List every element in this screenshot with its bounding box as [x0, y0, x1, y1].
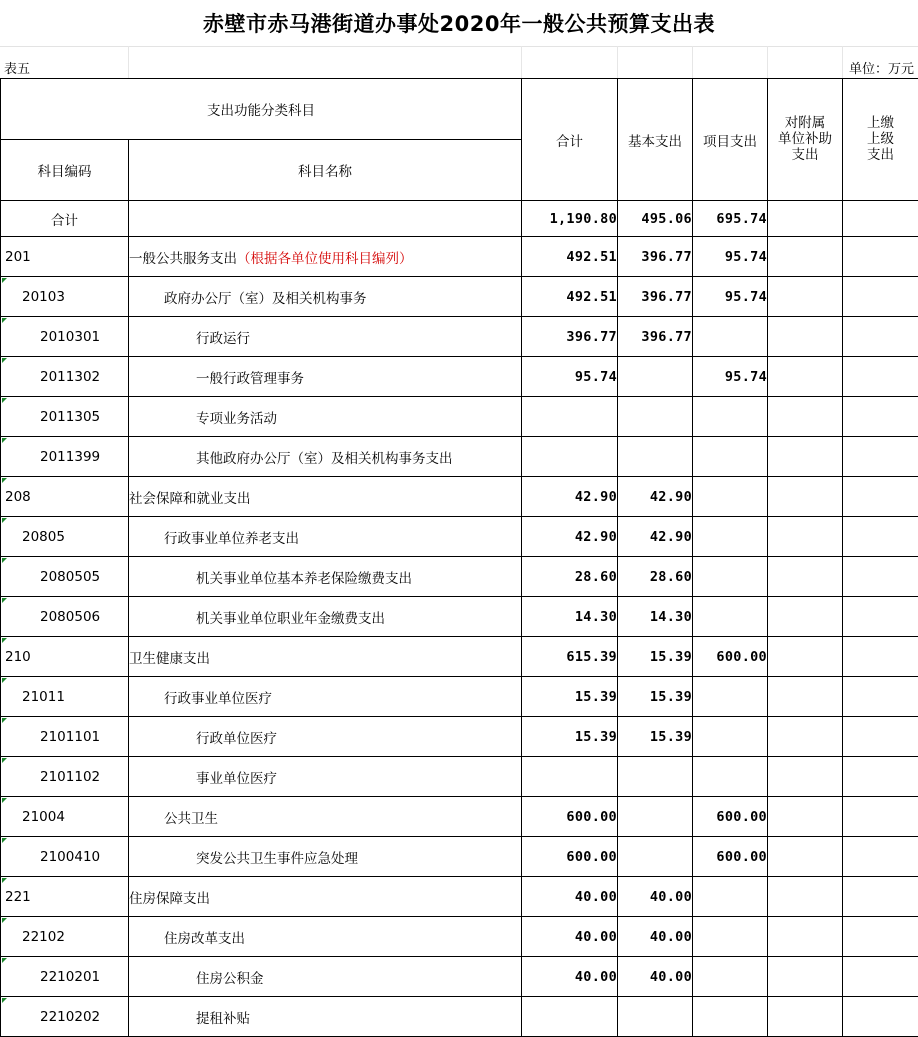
row-total-cell[interactable]	[522, 757, 618, 797]
row-subsidy-cell[interactable]	[768, 477, 843, 517]
cell-comment-marker-icon	[2, 838, 7, 843]
subject-code-cell[interactable]	[1, 797, 129, 837]
row-upper-cell[interactable]	[843, 997, 918, 1037]
row-project-cell[interactable]	[693, 957, 768, 997]
cell-comment-marker-icon	[2, 558, 7, 563]
cell-comment-marker-icon	[2, 398, 7, 403]
row-total-cell[interactable]: 615.39	[522, 637, 618, 677]
cell-comment-marker-icon	[2, 758, 7, 763]
header-basic-cell[interactable]: 基本支出	[618, 79, 693, 201]
table-row	[1, 877, 918, 917]
subject-code: 221	[5, 889, 31, 905]
subject-code: 22102	[22, 929, 65, 945]
subject-code: 21011	[22, 689, 65, 705]
header-subsidy-line: 支出	[768, 147, 842, 163]
cell-comment-marker-icon	[2, 438, 7, 443]
row-project-cell[interactable]	[693, 317, 768, 357]
faint-gridline	[128, 46, 129, 78]
subject-code: 2080505	[40, 569, 100, 585]
subject-name: 政府办公厅（室）及相关机构事务	[164, 291, 367, 307]
subject-code-cell[interactable]	[1, 677, 129, 717]
row-upper-cell[interactable]	[843, 317, 918, 357]
row-basic-cell[interactable]: 40.00	[618, 917, 693, 957]
subject-code-cell[interactable]	[1, 277, 129, 317]
subject-name: 事业单位医疗	[196, 771, 277, 787]
subject-name-cell[interactable]	[129, 717, 522, 757]
subject-note: （根据各单位使用科目编列）	[237, 251, 413, 267]
row-basic-cell[interactable]	[618, 357, 693, 397]
faint-gridline	[617, 46, 618, 78]
faint-gridline	[767, 46, 768, 78]
subject-code-cell[interactable]	[1, 957, 129, 997]
cell-comment-marker-icon	[2, 598, 7, 603]
row-total-cell[interactable]: 600.00	[522, 837, 618, 877]
row-subsidy-cell[interactable]	[768, 277, 843, 317]
subject-code: 2210201	[40, 969, 100, 985]
subject-name-cell[interactable]	[129, 357, 522, 397]
table-row	[1, 837, 918, 877]
subject-code-cell[interactable]	[1, 637, 129, 677]
subject-name-cell[interactable]	[129, 837, 522, 877]
subject-name-cell[interactable]	[129, 397, 522, 437]
row-basic-cell[interactable]	[618, 757, 693, 797]
subject-name: 社会保障和就业支出	[129, 491, 251, 507]
row-total-cell[interactable]	[522, 437, 618, 477]
header-subsidy-cell[interactable]	[768, 79, 843, 201]
table-row	[1, 317, 918, 357]
row-upper-cell[interactable]	[843, 357, 918, 397]
subject-code: 210	[5, 649, 31, 665]
total-upper-cell[interactable]	[843, 201, 918, 237]
row-total-cell[interactable]: 15.39	[522, 677, 618, 717]
subject-name: 机关事业单位职业年金缴费支出	[196, 611, 385, 627]
row-upper-cell[interactable]	[843, 757, 918, 797]
subject-name: 行政事业单位医疗	[164, 691, 272, 707]
row-total-cell[interactable]: 40.00	[522, 917, 618, 957]
row-basic-cell[interactable]: 15.39	[618, 677, 693, 717]
subject-code-cell[interactable]	[1, 997, 129, 1037]
row-total-cell[interactable]: 492.51	[522, 237, 618, 277]
row-upper-cell[interactable]	[843, 837, 918, 877]
row-subsidy-cell[interactable]	[768, 317, 843, 357]
subject-code-cell[interactable]	[1, 877, 129, 917]
subject-code: 2210202	[40, 1009, 100, 1025]
subject-name-cell[interactable]	[129, 517, 522, 557]
row-basic-cell[interactable]: 40.00	[618, 877, 693, 917]
subject-name: 行政事业单位养老支出	[164, 531, 299, 547]
subject-name-cell[interactable]	[129, 877, 522, 917]
subject-code: 20805	[22, 529, 65, 545]
row-subsidy-cell[interactable]	[768, 957, 843, 997]
cell-comment-marker-icon	[2, 518, 7, 523]
row-upper-cell[interactable]	[843, 877, 918, 917]
total-sum-cell[interactable]: 1,190.80	[522, 201, 618, 237]
row-total-cell[interactable]: 40.00	[522, 957, 618, 997]
total-subsidy-cell[interactable]	[768, 201, 843, 237]
row-upper-cell[interactable]	[843, 917, 918, 957]
faint-gridline	[692, 46, 693, 78]
row-upper-cell[interactable]	[843, 957, 918, 997]
subject-code-cell[interactable]	[1, 317, 129, 357]
budget-table	[0, 78, 918, 1037]
row-total-cell[interactable]: 42.90	[522, 517, 618, 557]
row-subsidy-cell[interactable]	[768, 517, 843, 557]
row-total-cell[interactable]	[522, 997, 618, 1037]
row-upper-cell[interactable]	[843, 637, 918, 677]
subject-code: 2101101	[40, 729, 100, 745]
subject-name: 公共卫生	[164, 811, 218, 827]
subject-name: 住房保障支出	[129, 891, 210, 907]
row-subsidy-cell[interactable]	[768, 717, 843, 757]
row-basic-cell[interactable]: 15.39	[618, 637, 693, 677]
subject-code-cell[interactable]	[1, 917, 129, 957]
subject-code-cell[interactable]	[1, 397, 129, 437]
row-project-cell[interactable]: 600.00	[693, 837, 768, 877]
table-row	[1, 237, 918, 277]
row-project-cell[interactable]: 95.74	[693, 277, 768, 317]
row-project-cell[interactable]	[693, 397, 768, 437]
row-total-cell[interactable]: 492.51	[522, 277, 618, 317]
row-basic-cell[interactable]: 28.60	[618, 557, 693, 597]
cell-comment-marker-icon	[2, 918, 7, 923]
subject-code: 2011305	[40, 409, 100, 425]
table-row	[1, 477, 918, 517]
subject-name-cell[interactable]	[129, 237, 522, 277]
subject-name: 卫生健康支出	[129, 651, 210, 667]
cell-comment-marker-icon	[2, 358, 7, 363]
total-basic-cell[interactable]: 495.06	[618, 201, 693, 237]
subject-code: 2011399	[40, 449, 100, 465]
table-number-label: 表五	[4, 58, 30, 77]
row-total-cell[interactable]: 396.77	[522, 317, 618, 357]
subject-code: 208	[5, 489, 31, 505]
subject-name: 行政运行	[196, 331, 250, 347]
cell-comment-marker-icon	[2, 718, 7, 723]
row-project-cell[interactable]	[693, 677, 768, 717]
row-subsidy-cell[interactable]	[768, 637, 843, 677]
row-basic-cell[interactable]: 15.39	[618, 717, 693, 757]
row-project-cell[interactable]	[693, 757, 768, 797]
row-total-cell[interactable]	[522, 397, 618, 437]
row-subsidy-cell[interactable]	[768, 597, 843, 637]
row-subsidy-cell[interactable]	[768, 997, 843, 1037]
row-upper-cell[interactable]	[843, 277, 918, 317]
header-row-1	[1, 79, 918, 140]
row-upper-cell[interactable]	[843, 517, 918, 557]
cell-comment-marker-icon	[2, 878, 7, 883]
table-row	[1, 757, 918, 797]
cell-comment-marker-icon	[2, 798, 7, 803]
row-basic-cell[interactable]	[618, 797, 693, 837]
subject-code-cell[interactable]	[1, 837, 129, 877]
row-subsidy-cell[interactable]	[768, 917, 843, 957]
table-row	[1, 917, 918, 957]
row-project-cell[interactable]	[693, 437, 768, 477]
header-group-cell[interactable]: 支出功能分类科目	[1, 79, 522, 140]
subject-code: 2101102	[40, 769, 100, 785]
row-basic-cell[interactable]: 14.30	[618, 597, 693, 637]
cell-comment-marker-icon	[2, 278, 7, 283]
faint-gridline	[521, 46, 522, 78]
row-subsidy-cell[interactable]	[768, 357, 843, 397]
row-subsidy-cell[interactable]	[768, 837, 843, 877]
subject-code: 2010301	[40, 329, 100, 345]
row-total-cell[interactable]: 95.74	[522, 357, 618, 397]
header-subsidy-line: 单位补助	[768, 131, 842, 147]
row-basic-cell[interactable]	[618, 397, 693, 437]
table-row	[1, 597, 918, 637]
row-project-cell[interactable]: 95.74	[693, 357, 768, 397]
table-row	[1, 637, 918, 677]
unit-label: 单位：万元	[849, 58, 914, 77]
row-project-cell[interactable]: 600.00	[693, 637, 768, 677]
subject-code-cell[interactable]	[1, 357, 129, 397]
row-upper-cell[interactable]	[843, 597, 918, 637]
row-basic-cell[interactable]: 42.90	[618, 517, 693, 557]
table-row	[1, 397, 918, 437]
row-upper-cell[interactable]	[843, 437, 918, 477]
row-total-cell[interactable]: 40.00	[522, 877, 618, 917]
row-subsidy-cell[interactable]	[768, 397, 843, 437]
subject-name-cell[interactable]	[129, 917, 522, 957]
subject-name-cell[interactable]	[129, 597, 522, 637]
row-basic-cell[interactable]: 42.90	[618, 477, 693, 517]
row-total-cell[interactable]: 15.39	[522, 717, 618, 757]
row-basic-cell[interactable]: 40.00	[618, 957, 693, 997]
subject-name: 住房改革支出	[164, 931, 245, 947]
subject-code: 20103	[22, 289, 65, 305]
subtitle-row	[0, 46, 918, 78]
row-project-cell[interactable]	[693, 717, 768, 757]
subject-name-cell[interactable]	[129, 277, 522, 317]
table-row	[1, 517, 918, 557]
header-total-cell[interactable]: 合计	[522, 79, 618, 201]
header-upper-line: 上级	[843, 131, 918, 147]
header-code-cell[interactable]: 科目编码	[1, 140, 129, 201]
subject-name: 提租补贴	[196, 1011, 250, 1027]
row-upper-cell[interactable]	[843, 397, 918, 437]
subject-code-cell[interactable]	[1, 557, 129, 597]
subject-name: 专项业务活动	[196, 411, 277, 427]
page-title: 赤壁市赤马港街道办事处2020年一般公共预算支出表	[0, 0, 918, 47]
table-row	[1, 437, 918, 477]
row-upper-cell[interactable]	[843, 557, 918, 597]
cell-comment-marker-icon	[2, 318, 7, 323]
table-row	[1, 677, 918, 717]
subject-code: 2080506	[40, 609, 100, 625]
table-row	[1, 717, 918, 757]
faint-gridline	[842, 46, 843, 78]
row-project-cell[interactable]	[693, 917, 768, 957]
row-upper-cell[interactable]	[843, 677, 918, 717]
row-total-cell[interactable]: 42.90	[522, 477, 618, 517]
row-project-cell[interactable]	[693, 517, 768, 557]
row-basic-cell[interactable]	[618, 997, 693, 1037]
total-row	[1, 201, 918, 237]
row-project-cell[interactable]	[693, 877, 768, 917]
subject-code: 21004	[22, 809, 65, 825]
row-subsidy-cell[interactable]	[768, 237, 843, 277]
subject-code-cell[interactable]	[1, 437, 129, 477]
subject-name-cell[interactable]	[129, 997, 522, 1037]
subject-name-cell[interactable]	[129, 317, 522, 357]
subject-code-cell[interactable]	[1, 717, 129, 757]
subject-name-cell[interactable]	[129, 557, 522, 597]
row-upper-cell[interactable]	[843, 237, 918, 277]
subject-name-cell[interactable]	[129, 957, 522, 997]
total-label-cell[interactable]: 合计	[1, 201, 129, 237]
row-project-cell[interactable]: 95.74	[693, 237, 768, 277]
row-total-cell[interactable]: 14.30	[522, 597, 618, 637]
total-name-cell[interactable]	[129, 201, 522, 237]
cell-comment-marker-icon	[2, 638, 7, 643]
subject-name: 一般公共服务支出	[129, 251, 237, 267]
row-upper-cell[interactable]	[843, 797, 918, 837]
row-basic-cell[interactable]: 396.77	[618, 277, 693, 317]
subject-name: 其他政府办公厅（室）及相关机构事务支出	[196, 451, 453, 467]
row-upper-cell[interactable]	[843, 477, 918, 517]
header-upper-line: 上缴	[843, 115, 918, 131]
header-upper-cell[interactable]	[843, 79, 918, 201]
subject-name-cell[interactable]	[129, 477, 522, 517]
total-project-cell[interactable]: 695.74	[693, 201, 768, 237]
subject-name-cell[interactable]	[129, 637, 522, 677]
subject-code-cell[interactable]	[1, 597, 129, 637]
header-subsidy-line: 对附属	[768, 115, 842, 131]
subject-name-cell[interactable]	[129, 437, 522, 477]
header-upper-line: 支出	[843, 147, 918, 163]
row-project-cell[interactable]	[693, 597, 768, 637]
row-project-cell[interactable]	[693, 477, 768, 517]
cell-comment-marker-icon	[2, 998, 7, 1003]
row-total-cell[interactable]: 28.60	[522, 557, 618, 597]
row-basic-cell[interactable]	[618, 437, 693, 477]
row-total-cell[interactable]: 600.00	[522, 797, 618, 837]
row-basic-cell[interactable]: 396.77	[618, 317, 693, 357]
row-subsidy-cell[interactable]	[768, 557, 843, 597]
subject-code-cell[interactable]	[1, 757, 129, 797]
row-subsidy-cell[interactable]	[768, 877, 843, 917]
cell-comment-marker-icon	[2, 478, 7, 483]
row-subsidy-cell[interactable]	[768, 757, 843, 797]
subject-name: 突发公共卫生事件应急处理	[196, 851, 358, 867]
subject-name: 一般行政管理事务	[196, 371, 304, 387]
row-project-cell[interactable]	[693, 997, 768, 1037]
subject-name-cell[interactable]	[129, 757, 522, 797]
subject-name-cell[interactable]	[129, 677, 522, 717]
table-row	[1, 357, 918, 397]
row-project-cell[interactable]: 600.00	[693, 797, 768, 837]
subject-code: 2011302	[40, 369, 100, 385]
subject-name: 住房公积金	[196, 971, 264, 987]
table-row	[1, 277, 918, 317]
subject-name: 行政单位医疗	[196, 731, 277, 747]
subject-code-cell[interactable]	[1, 477, 129, 517]
row-subsidy-cell[interactable]	[768, 677, 843, 717]
row-basic-cell[interactable]	[618, 837, 693, 877]
table-row	[1, 797, 918, 837]
subject-name: 机关事业单位基本养老保险缴费支出	[196, 571, 412, 587]
subject-code: 2100410	[40, 849, 100, 865]
subject-code-cell[interactable]	[1, 237, 129, 277]
cell-comment-marker-icon	[2, 958, 7, 963]
table-row	[1, 957, 918, 997]
row-subsidy-cell[interactable]	[768, 797, 843, 837]
subject-name-cell[interactable]	[129, 797, 522, 837]
row-upper-cell[interactable]	[843, 717, 918, 757]
subject-code-cell[interactable]	[1, 517, 129, 557]
row-basic-cell[interactable]: 396.77	[618, 237, 693, 277]
row-subsidy-cell[interactable]	[768, 437, 843, 477]
subject-code: 201	[5, 249, 31, 265]
row-project-cell[interactable]	[693, 557, 768, 597]
header-name-cell[interactable]: 科目名称	[129, 140, 522, 201]
cell-comment-marker-icon	[2, 678, 7, 683]
table-row	[1, 557, 918, 597]
table-row	[1, 997, 918, 1037]
header-project-cell[interactable]: 项目支出	[693, 79, 768, 201]
